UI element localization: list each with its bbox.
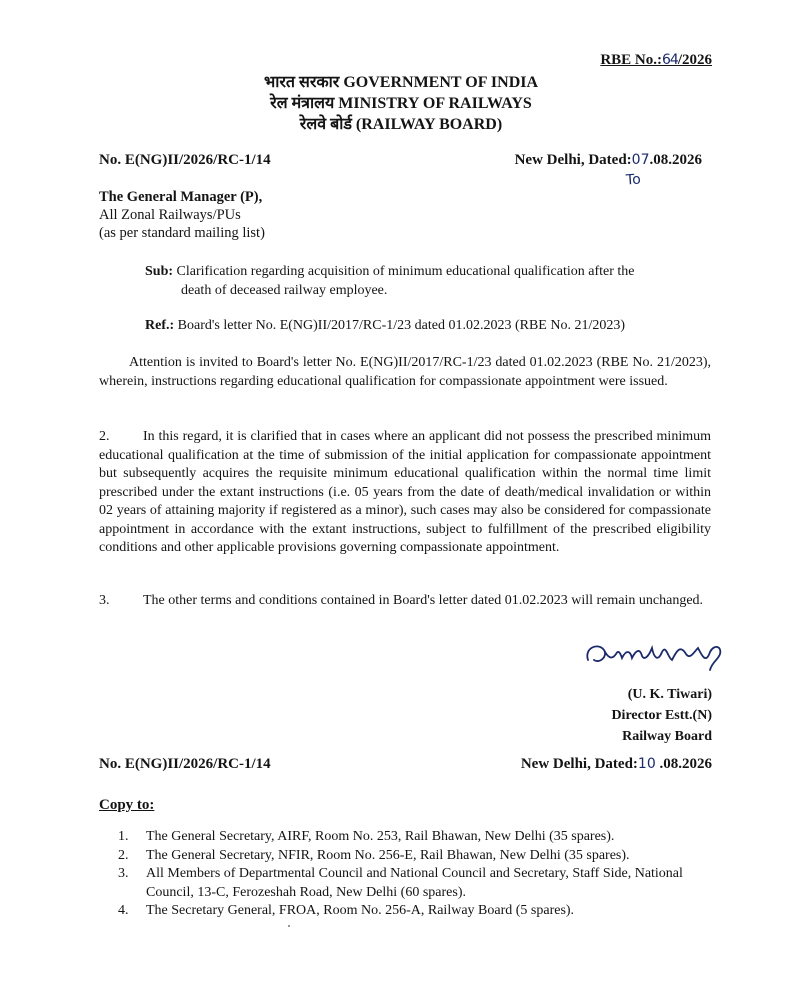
copy-to-list [118, 828, 728, 921]
rbe-number: RBE No.:64/2026 [600, 52, 712, 68]
paragraph-3 [99, 592, 711, 611]
copy-date: New Delhi, Dated:10 .08.2026 [520, 756, 712, 772]
ink-speck [288, 925, 290, 927]
letter-date: New Delhi, Dated:07.08.2026 [514, 152, 702, 168]
handwritten-day: 10 [637, 756, 656, 772]
addressee-block [99, 188, 265, 242]
copy-to-heading: Copy to: [99, 797, 155, 813]
reference-line [145, 318, 625, 334]
paragraph-text: In this regard, it is clarified that in cases where an applicant did not possess the prescribed minimum educational qualification at the time of submission of the initial application for compassionate appointment but subsequently acquires the requisite minimum educational qualification within the normal time limit prescribed under the extant instructions (i.e. 05 years from the date of death/medical invalidation or within 02 years of attaining majority if registered as a minor), such cases may also be considered for compassionate appointment in accordance with the extant instructions, subject to fulfillment of the prescribed eligibility conditions and other applicable provisions governing compassionate appointment. [99, 429, 711, 555]
paragraph-1: Attention is invited to Board's letter No. E(NG)II/2017/RC-1/23 dated 01.02.2023 (RBE No. 21/2023), wherein, instructions regarding educational qualification for compassionate appointment were issued. [99, 355, 711, 389]
letterhead [0, 72, 800, 135]
letterhead-line-board: रेलवे बोर्ड (RAILWAY BOARD) [299, 116, 503, 133]
letterhead-line-ministry: रेल मंत्रालय MINISTRY OF RAILWAYS [270, 95, 532, 112]
addressee-line: (as per standard mailing list) [99, 225, 265, 241]
handwritten-signature [582, 630, 742, 676]
file-number: No. E(NG)II/2026/RC-1/14 [99, 152, 271, 168]
subject-label: Sub: [145, 264, 174, 279]
list-item: 2. The General Secretary, NFIR, Room No. 256-E, Rail Bhawan, New Delhi (35 spares). [118, 847, 630, 863]
paragraph-number: 3. [99, 593, 110, 608]
subject-text: Clarification regarding acquisition of minimum educational qualification after the [176, 264, 635, 279]
paragraph-number: 2. [99, 429, 110, 444]
list-item: 4. The Secretary General, FROA, Room No. 256-A, Railway Board (5 spares). [118, 903, 575, 918]
signatory-designation: Director Estt.(N) [611, 708, 712, 723]
signatory-block [611, 684, 712, 747]
paragraph-2 [99, 428, 711, 558]
handwritten-day: 07 [631, 152, 650, 168]
rbe-handwritten-number: 64 [662, 52, 678, 68]
signatory-office: Railway Board [622, 729, 712, 744]
list-item: 1. The General Secretary, AIRF, Room No. 253, Rail Bhawan, New Delhi (35 spares). [118, 829, 615, 844]
addressee-line: All Zonal Railways/PUs [99, 207, 241, 223]
addressee-title: The General Manager (P), [99, 189, 263, 205]
reference-text: Board's letter No. E(NG)II/2017/RC-1/23 dated 01.02.2023 (RBE No. 21/2023) [177, 318, 626, 333]
reference-label: Ref.: [145, 318, 175, 333]
paragraph-text: The other terms and conditions contained in Board's letter dated 01.02.2023 will remain unchanged. [143, 593, 704, 608]
subject-text-cont: death of deceased railway employee. [181, 282, 388, 298]
copy-file-number: No. E(NG)II/2026/RC-1/14 [99, 756, 271, 772]
letterhead-line-government: भारत सरकार GOVERNMENT OF INDIA [263, 74, 539, 91]
subject-line [145, 263, 705, 300]
handwritten-to-mark: To [625, 171, 642, 189]
list-item: 3. All Members of Departmental Council and National Council and Secretary, Staff Side, National Council, 13-C, Ferozeshah Road, New Delhi (60 spares). [118, 866, 683, 900]
signatory-name: (U. K. Tiwari) [627, 687, 712, 702]
